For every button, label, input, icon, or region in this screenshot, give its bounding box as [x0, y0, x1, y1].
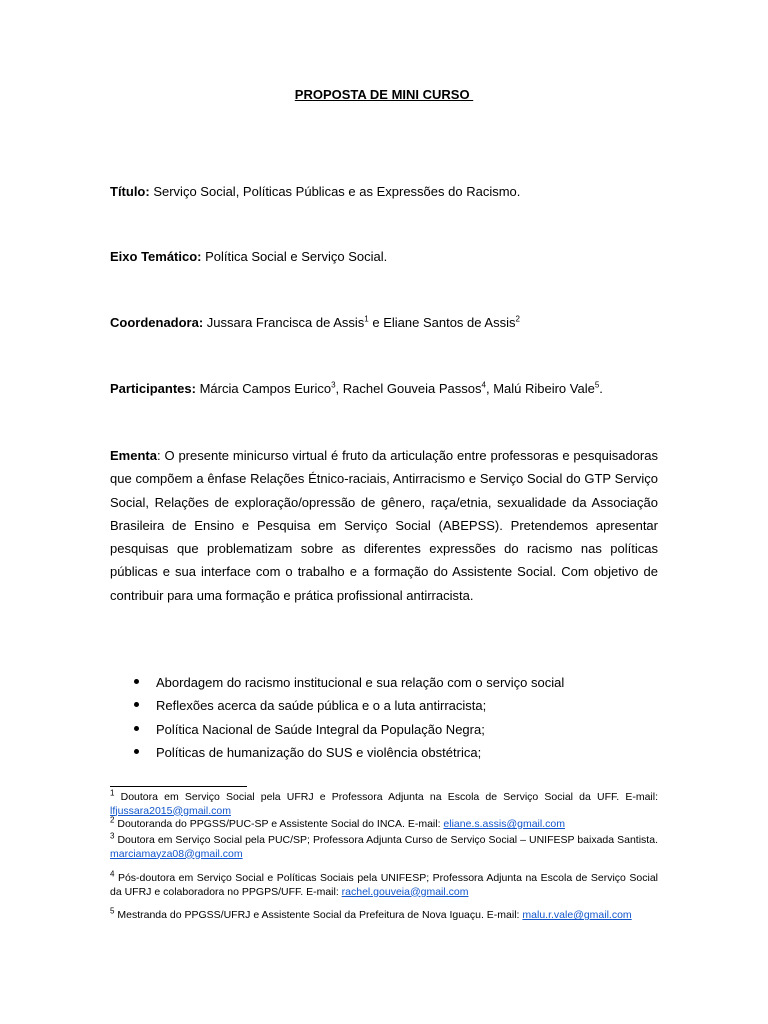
footnote-text: Doutora em Serviço Social pela PUC/SP; Professora Adjunta Curso de Serviço Social – UNIFESP baixada Santista.: [114, 834, 658, 846]
ementa-text: : O presente minicurso virtual é fruto da articulação entre professoras e pesquisadoras que compõem a ênfase Relações Étnico-raciais, Antirracismo e Serviço Social do GTP Serviço Social, Relações de exploração/opressão de gênero, raça/etnia, sexualidade da Associação Brasileira de Ensino e Pesquisa em Serviço Social (ABEPSS). Pretendemos apresentar pesquisas que problematizam sobre as diferentes expressões do racismo nas políticas públicas e sua interface com o trabalho e a formação do Assistente Social. Com objetivo de contribuir para uma formação e prática profissional antirracista.: [110, 448, 658, 603]
footnote-email-link[interactable]: rachel.gouveia@gmail.com: [341, 885, 469, 898]
footnote-number: 4: [110, 869, 115, 879]
footnote-ref-5[interactable]: 5: [594, 380, 600, 390]
participantes-end: .: [599, 381, 603, 396]
titulo-field: [110, 183, 660, 201]
footnote-ref-1[interactable]: 1: [364, 314, 369, 324]
participantes-label: Participantes:: [110, 381, 196, 396]
footnote-ref-4[interactable]: 4: [481, 380, 486, 390]
footnote-email-link[interactable]: malu.r.vale@gmail.com: [522, 909, 632, 921]
list-item-text: Políticas de humanização do SUS e violência obstétrica;: [156, 744, 482, 760]
footnote-email-link[interactable]: marciamayza08@gmail.com: [110, 847, 243, 860]
footnote-text: Doutora em Serviço Social pela UFRJ e Professora Adjunta na Escola de Serviço Social da UFF. E-mail:: [114, 791, 658, 803]
coordenadora-label: Coordenadora:: [110, 315, 204, 330]
coordenadora-name-1: Jussara Francisca de Assis: [203, 315, 365, 330]
list-item: [110, 694, 658, 717]
footnote-number: 3: [110, 831, 115, 841]
list-item: [110, 718, 658, 741]
footnote-email-link[interactable]: eliane.s.assis@gmail.com: [443, 818, 565, 830]
footnote-ref-2[interactable]: 2: [515, 314, 520, 324]
footnote-ref-3[interactable]: 3: [331, 380, 336, 390]
footnote-number: 5: [110, 906, 115, 916]
footnote-3: [110, 831, 658, 861]
ementa-paragraph: [110, 444, 658, 607]
footnote-text: Doutoranda do PPGSS/PUC-SP e Assistente Social do INCA. E-mail:: [114, 818, 444, 830]
list-item: [110, 671, 658, 694]
titulo-value: Serviço Social, Políticas Públicas e as Expressões do Racismo.: [149, 184, 521, 199]
titulo-label: Título:: [110, 184, 150, 199]
footnote-number: 2: [110, 815, 115, 825]
footnote-number: 1: [110, 788, 115, 798]
coordenadora-field: [110, 314, 660, 332]
eixo-label: Eixo Temático:: [110, 249, 202, 264]
bullet-icon: [134, 679, 139, 684]
footnote-4: [110, 869, 658, 899]
list-item: [110, 741, 658, 764]
list-item-text: Política Nacional de Saúde Integral da População Negra;: [156, 721, 485, 737]
list-item-text: Reflexões acerca da saúde pública e o a luta antirracista;: [156, 698, 487, 714]
document-title: PROPOSTA DE MINI CURSO: [294, 87, 474, 102]
footnote-2: [110, 815, 658, 832]
participante-name-2: , Rachel Gouveia Passos: [335, 381, 482, 396]
topics-list: [110, 671, 658, 764]
eixo-value: Política Social e Serviço Social.: [201, 249, 388, 264]
bullet-icon: [134, 726, 139, 731]
bullet-icon: [134, 702, 139, 707]
footnote-email-link[interactable]: lfjussara2015@gmail.com: [110, 804, 231, 817]
footnote-text: Mestranda do PPGSS/UFRJ e Assistente Social da Prefeitura de Nova Iguaçu. E-mail:: [114, 909, 523, 921]
coordenadora-name-2: e Eliane Santos de Assis: [368, 315, 516, 330]
footnote-separator: [110, 786, 247, 787]
participante-name-1: Márcia Campos Eurico: [195, 381, 332, 396]
bullet-icon: [134, 749, 139, 754]
eixo-field: [110, 248, 660, 266]
ementa-label: Ementa: [110, 448, 157, 463]
footnote-1: [110, 788, 658, 818]
participantes-field: [110, 380, 660, 398]
footnote-text: Pós-doutora em Serviço Social e Políticas Sociais pela UNIFESP; Professora Adjunta na Escola de Serviço Social da UFRJ e colaboradora no PPGPS/UFF. E-mail:: [110, 872, 658, 898]
participante-name-3: , Malú Ribeiro Vale: [485, 381, 595, 396]
list-item-text: Abordagem do racismo institucional e sua relação com o serviço social: [156, 675, 565, 690]
footnote-5: [110, 906, 658, 923]
